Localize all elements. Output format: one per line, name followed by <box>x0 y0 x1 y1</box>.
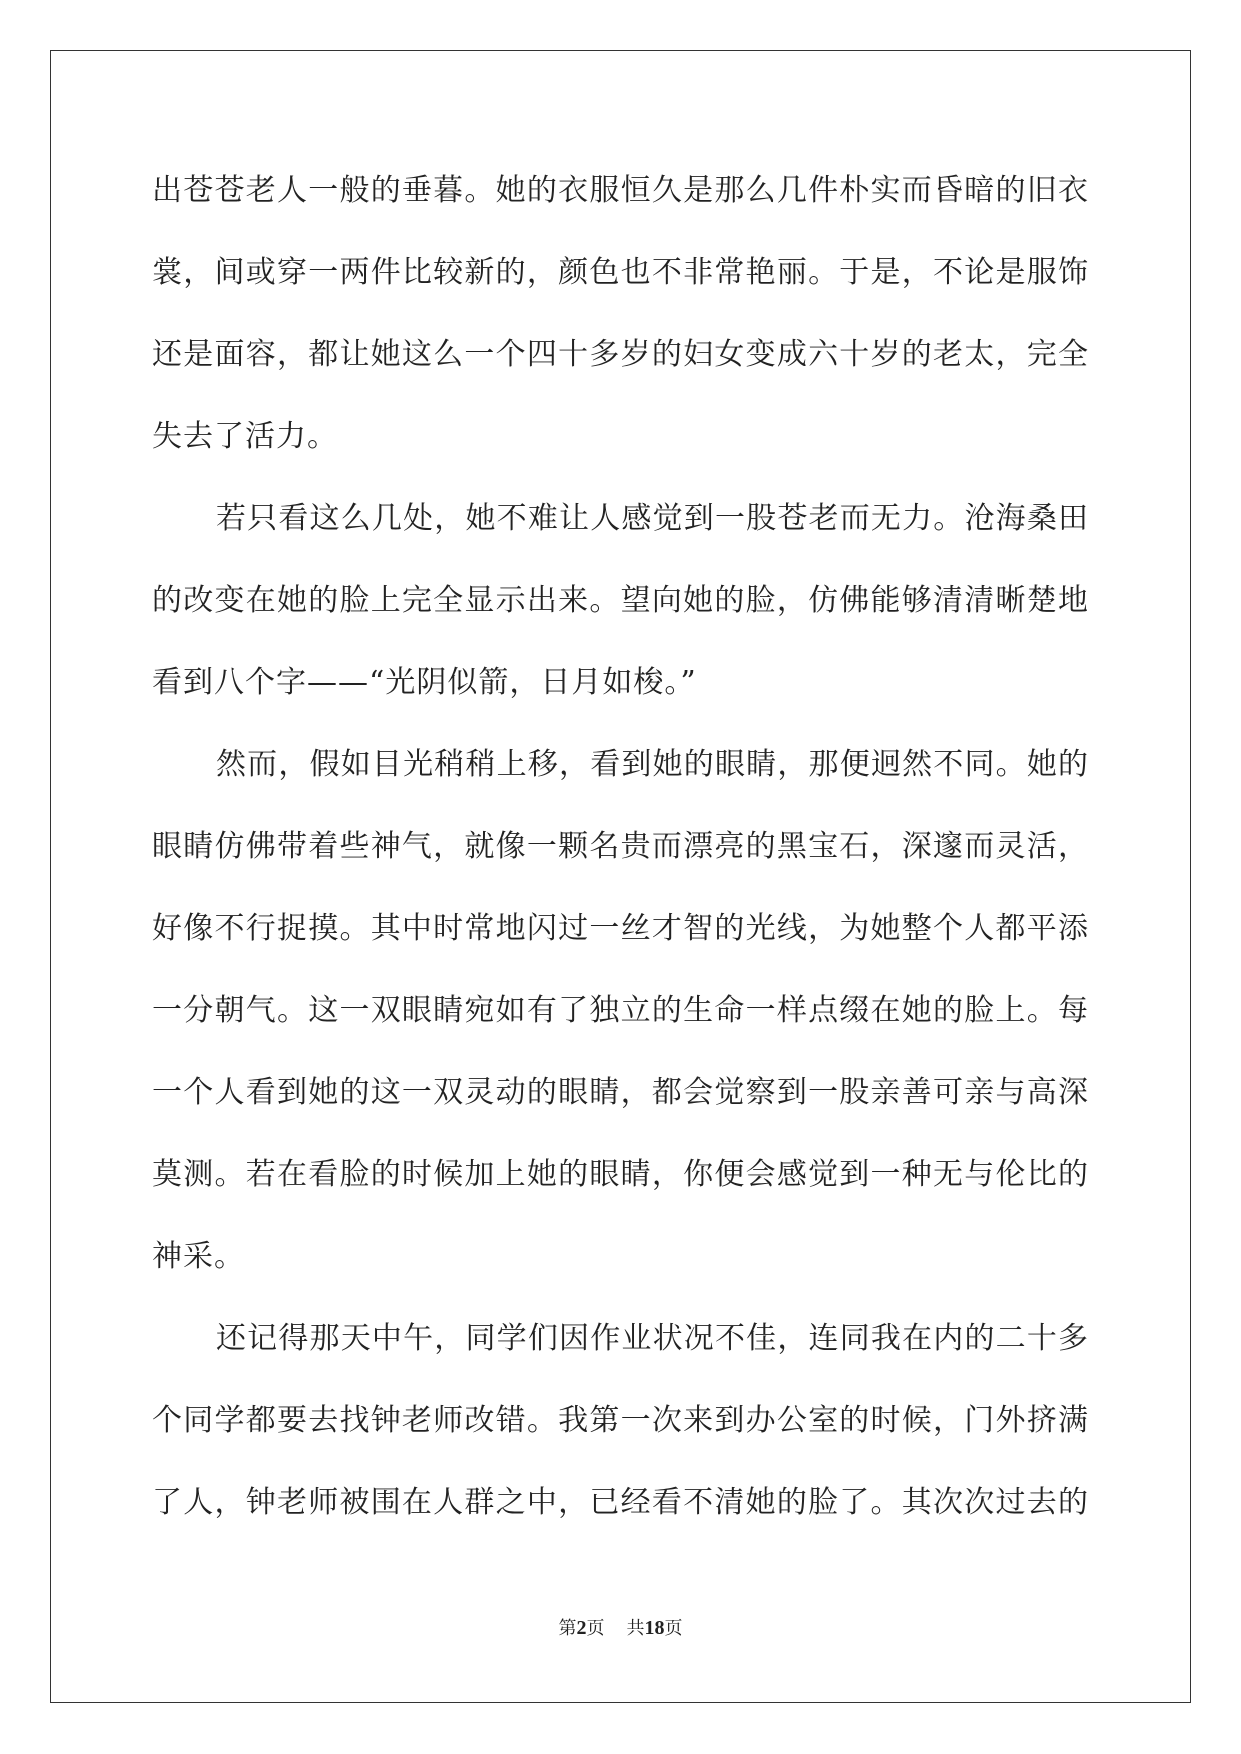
total-pages: 18 <box>644 1617 665 1639</box>
text-line: 的改变在她的脸上完全显示出来。望向她的脸，仿佛能够清清晰楚地 <box>152 583 1089 618</box>
page-label-suffix: 页 <box>586 1618 605 1639</box>
text-line: 神采。 <box>152 1239 245 1274</box>
total-label-suffix: 页 <box>664 1618 683 1639</box>
page-number: 2 <box>576 1617 587 1639</box>
text-line: 看到八个字——“光阴似箭，日月如梭。” <box>152 665 697 700</box>
text-line: 了人，钟老师被围在人群之中，已经看不清她的脸了。其次次过去的 <box>152 1485 1089 1520</box>
total-label-prefix: 共 <box>626 1618 645 1639</box>
text-line: 还是面容，都让她这么一个四十多岁的妇女变成六十岁的老太，完全 <box>152 337 1089 372</box>
document-body <box>152 164 1089 1558</box>
paragraph-start-line: 若只看这么几处，她不难让人感觉到一股苍老而无力。沧海桑田 <box>216 501 1089 536</box>
text-line: 莫测。若在看脸的时候加上她的眼睛，你便会感觉到一种无与伦比的 <box>152 1157 1089 1192</box>
text-line: 一个人看到她的这一双灵动的眼睛，都会觉察到一股亲善可亲与高深 <box>152 1075 1089 1110</box>
text-line: 一分朝气。这一双眼睛宛如有了独立的生命一样点缀在她的脸上。每 <box>152 993 1089 1028</box>
page-label-prefix: 第 <box>558 1618 577 1639</box>
text-line: 裳，间或穿一两件比较新的，颜色也不非常艳丽。于是，不论是服饰 <box>152 255 1089 290</box>
text-line: 好像不行捉摸。其中时常地闪过一丝才智的光线，为她整个人都平添 <box>152 911 1089 946</box>
paragraph-start-line: 还记得那天中午，同学们因作业状况不佳，连同我在内的二十多 <box>216 1321 1089 1356</box>
text-line: 出苍苍老人一般的垂暮。她的衣服恒久是那么几件朴实而昏暗的旧衣 <box>152 173 1089 208</box>
text-line: 眼睛仿佛带着些神气，就像一颗名贵而漂亮的黑宝石，深邃而灵活， <box>152 829 1089 864</box>
text-line: 失去了活力。 <box>152 419 338 454</box>
page-footer <box>0 1616 1241 1641</box>
paragraph-start-line: 然而，假如目光稍稍上移，看到她的眼睛，那便迥然不同。她的 <box>216 747 1089 782</box>
text-line: 个同学都要去找钟老师改错。我第一次来到办公室的时候，门外挤满 <box>152 1403 1089 1438</box>
